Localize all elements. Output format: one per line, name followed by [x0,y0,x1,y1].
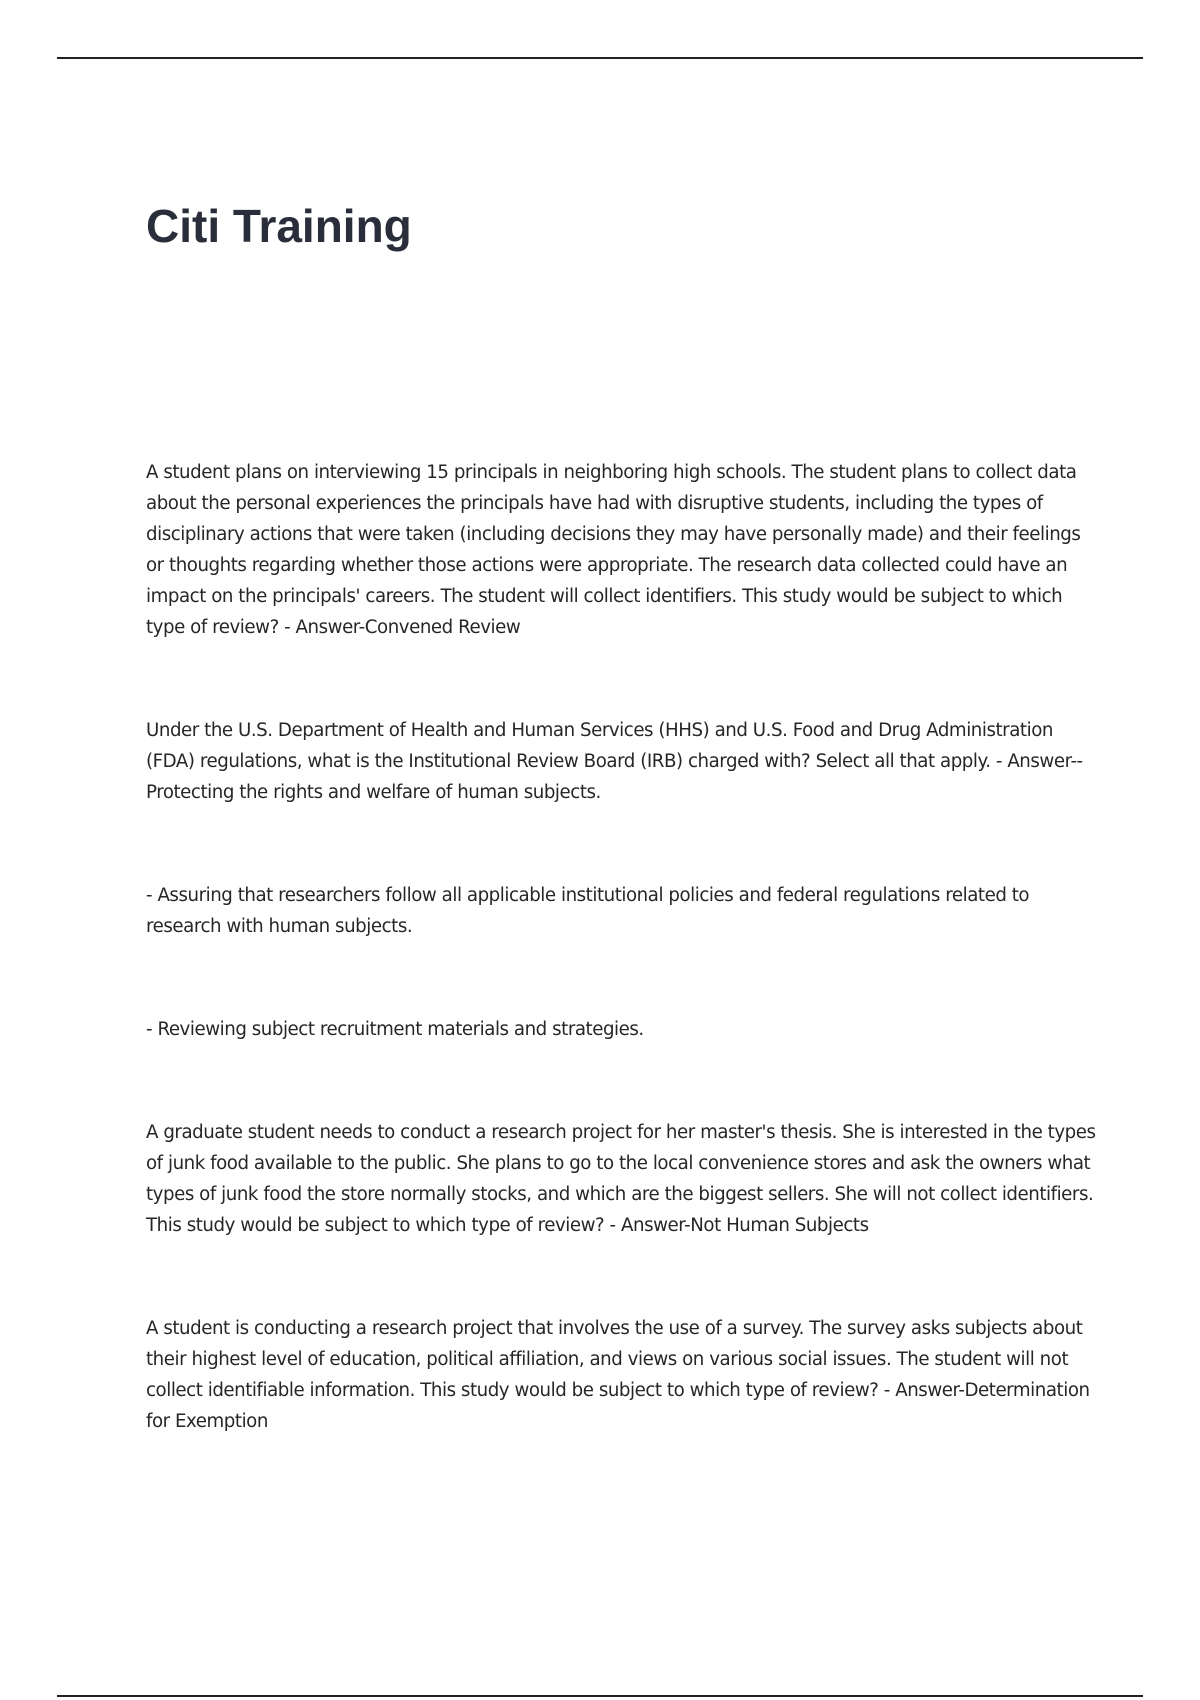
question-paragraph-2: Under the U.S. Department of Health and Human Services (HHS) and U.S. Food and Drug Administration (FDA) regulations, what is the Institutional Review Board (IRB) charged with? Select all that apply. - Answer-- Protecting the rights and welfare of human subjects. [146,720,1083,803]
question-paragraph-3: A graduate student needs to conduct a research project for her master's thesis. She is interested in the types of junk food available to the public. She plans to go to the local convenience stores and ask the owners what types of junk food the store normally stocks, and which are the biggest sellers. She will not collect identifiers. This study would be subject to which type of review? - Answer-Not Human Subjects [146,1122,1096,1236]
question-paragraph-4: A student is conducting a research project that involves the use of a survey. The survey asks subjects about their highest level of education, political affiliation, and views on various social issues. The student will not collect identifiable information. This study would be subject to which type of review? - Answer-Determination for Exemption [146,1318,1090,1432]
document-body [146,457,1096,1437]
top-divider [57,57,1143,59]
answer-item-1: - Assuring that researchers follow all applicable institutional policies and federal regulations related to research with human subjects. [146,885,1030,937]
document-title: Citi Training [146,200,412,252]
bottom-divider [57,1695,1143,1697]
question-paragraph-1: A student plans on interviewing 15 principals in neighboring high schools. The student plans to collect data about the personal experiences the principals have had with disruptive students, including the types of disciplinary actions that were taken (including decisions they may have personally made) and their feelings or thoughts regarding whether those actions were appropriate. The research data collected could have an impact on the principals' careers. The student will collect identifiers. This study would be subject to which type of review? - Answer-Convened Review [146,462,1081,638]
answer-item-2: - Reviewing subject recruitment materials and strategies. [146,1019,644,1040]
